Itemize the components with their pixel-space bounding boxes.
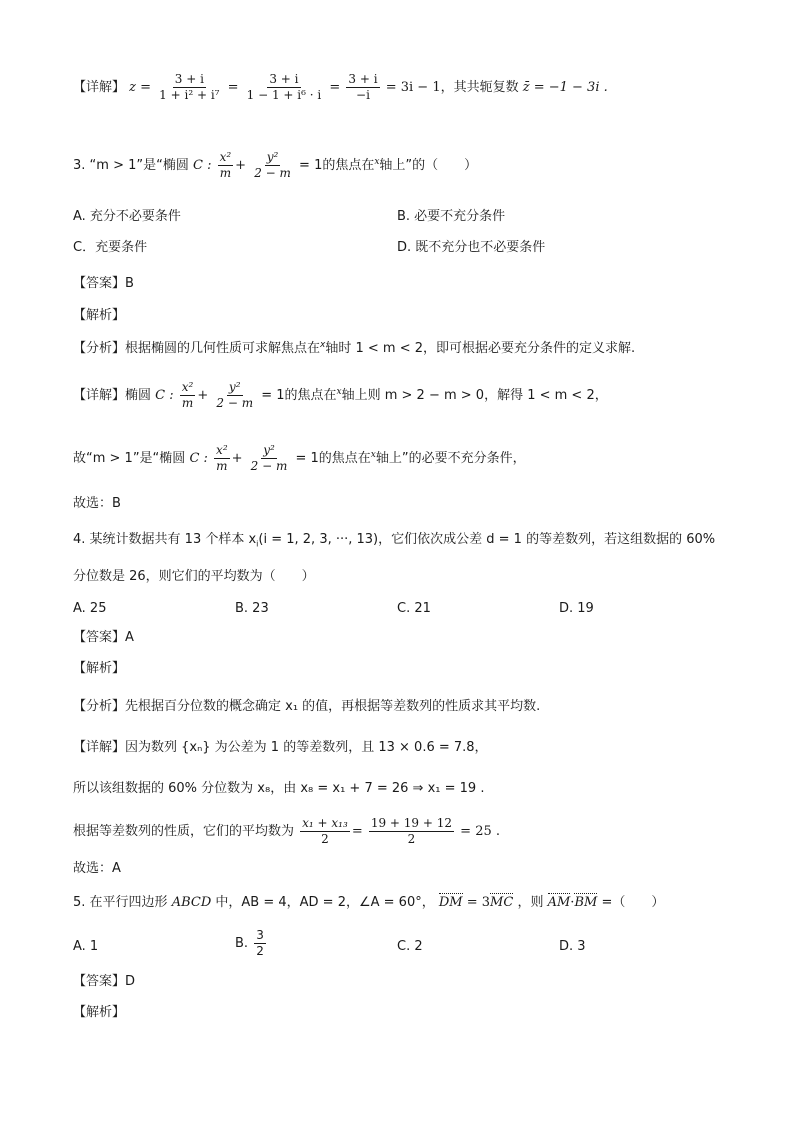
q4-stem-line1: 4. 某统计数据共有 13 个样本 $x_i(i = 1$, 2, 3, ···, 13)，它们依次成公差 d = 1 的等差数列，若这组数据的 60% <box>73 532 716 549</box>
fraction-3: $\frac{3 + i}{-i}$ <box>348 72 378 102</box>
q3-option-a: A. 充分不必要条件 <box>73 209 181 224</box>
detail-tag: 【详解】 <box>73 80 126 95</box>
q5-option-d: D. 3 <box>559 939 586 954</box>
fraction-2: $\frac{3 + i}{\text{1 − 1 + i⁶ · i}}$ <box>246 72 322 102</box>
q4-jiexi: 【解析】 <box>73 661 126 676</box>
q4-analysis: 【分析】先根据百分位数的概念确定 x₁ 的值，再根据等差数列的性质求其平均数. <box>73 699 541 714</box>
q3-detail: 【详解】椭圆 C : $\frac{\text{x²}}{m}$ + $\frac{\text{y²}}{2 - m}$ = 1的焦点在$^x$轴上则 m > 2 − m > 0，解得 1 < m < 2， <box>73 380 608 410</box>
z-equals: z = <box>129 80 152 95</box>
q3-choose: 故选：B <box>73 496 121 511</box>
q4-answer: 【答案】A <box>73 630 134 645</box>
q4-option-c: C. 21 <box>397 601 431 616</box>
conjugate-text: z̄ = −1 − 3i . <box>522 80 608 95</box>
q5-option-b: B. $\frac{3}{2}$ <box>235 928 264 958</box>
q5-option-c: C. 2 <box>397 939 423 954</box>
q4-stem-line2: 分位数是 26，则它们的平均数为（ ） <box>73 569 315 584</box>
q3-answer: 【答案】B <box>73 276 134 291</box>
q3-analysis: 【分析】根据椭圆的几何性质可求解焦点在$^x$轴时 1 < m < 2，即可根据必要充分条件的定义求解. <box>73 340 636 356</box>
q3-option-c: C．充要条件 <box>73 240 148 255</box>
q3-conclusion: 故“m > 1”是“椭圆 C : $\frac{\text{x²}}{m}$ + $\frac{\text{y²}}{2 - m}$ = 1的焦点在$^x$轴上”的必要不充分条件， <box>73 443 526 473</box>
q3-stem: 3. “m > 1”是“椭圆 C : $\frac{\text{x²}}{m}$ + $\frac{\text{y²}}{2 - m}$ = 1的焦点在$^x$轴上”的（ ） <box>73 150 478 180</box>
result-text: = 3i − 1，其共轭复数 <box>385 80 519 95</box>
q5-answer: 【答案】D <box>73 974 136 989</box>
q3-option-b: B. 必要不充分条件 <box>397 209 506 224</box>
q4-option-a: A. 25 <box>73 601 107 616</box>
q5-stem: 5. 在平行四边形 ABCD 中，AB = 4，AD = 2，∠A = 60°， DM = 3MC ，则 AM·BM =（ ） <box>73 895 665 910</box>
q4-choose: 故选：A <box>73 861 121 876</box>
fraction-1: $\frac{3 + i}{\text{1 + i² + i⁷}}$ <box>159 72 220 102</box>
q3-option-d: D. 既不充分也不必要条件 <box>397 240 546 255</box>
q4-detail: 【详解】因为数列 {xₙ} 为公差为 1 的等差数列，且 13 × 0.6 = 7.8， <box>73 740 488 755</box>
q4-option-b: B. 23 <box>235 601 269 616</box>
q4-line2: 所以该组数据的 60% 分位数为 x₈，由 x₈ = x₁ + 7 = 26 ⇒ x₁ = 19 . <box>73 781 485 796</box>
detail-complex-line: 【详解】 z = $\frac{3 + i}{\text{1 + i² + i⁷}}$ = $\frac{3 + i}{\text{1 − 1 + i⁶ · i}}$ = $\frac{3 + i}{-i}$ = 3i − 1，其共轭复数 z̄ = −1 − 3i . <box>73 72 608 102</box>
q4-option-d: D. 19 <box>559 601 594 616</box>
q3-jiexi: 【解析】 <box>73 308 126 323</box>
q5-option-a: A. 1 <box>73 939 99 954</box>
q5-jiexi: 【解析】 <box>73 1005 126 1020</box>
q4-line3: 根据等差数列的性质，它们的平均数为 $\frac{\text{x₁ + x₁₃}}{2}$ = $\frac{19 + 19 + 12}{2}$ = 25 . <box>73 816 501 846</box>
